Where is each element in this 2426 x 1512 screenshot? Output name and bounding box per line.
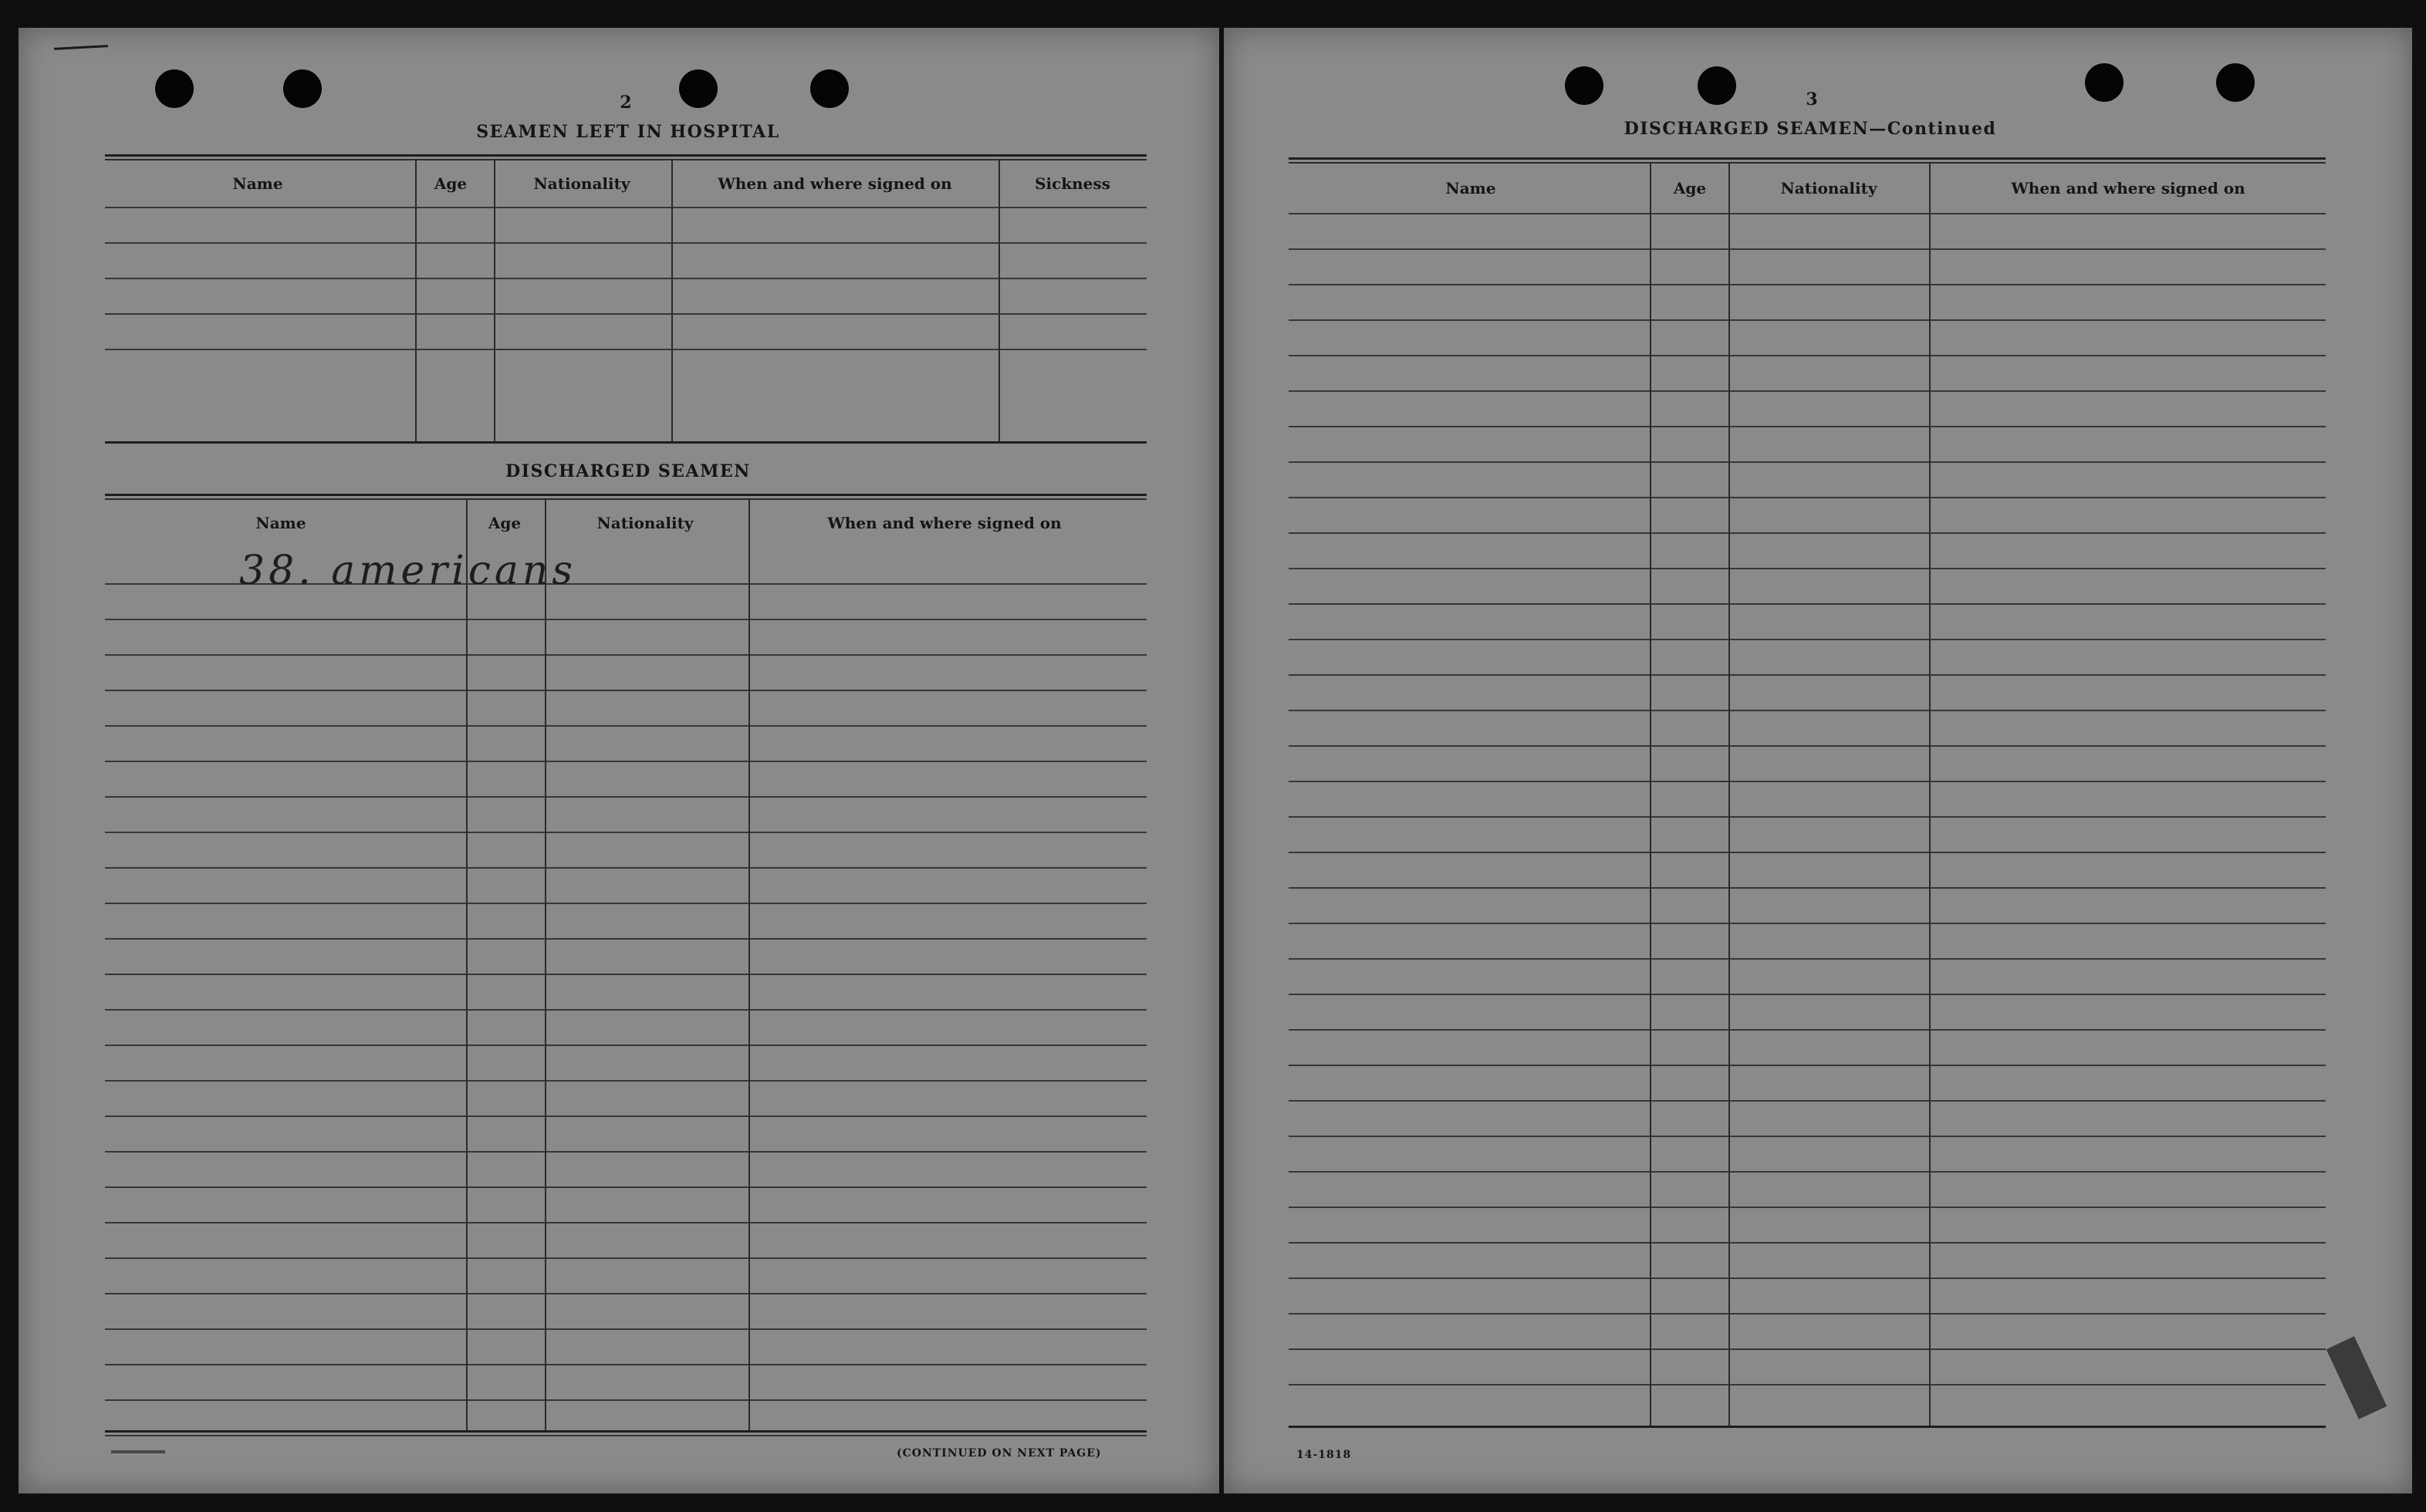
row-rule [105,1186,1147,1188]
column-divider [466,500,468,1430]
row-rule [105,1080,1147,1082]
row-rule [1289,497,2326,498]
row-rule [105,1399,1147,1401]
continued-note: (CONTINUED ON NEXT PAGE) [897,1447,1102,1460]
row-rule [105,207,1147,208]
row-rule [1289,213,2326,214]
row-rule [1289,745,2326,747]
row-rule [1289,1029,2326,1031]
row-rule [1289,426,2326,427]
row-rule [105,313,1147,315]
row-rule [105,832,1147,833]
row-rule [105,1222,1147,1223]
row-rule [105,349,1147,350]
row-rule [1289,1100,2326,1102]
column-header: Age [434,174,468,193]
column-divider [1929,164,1931,1426]
row-rule [105,1009,1147,1011]
punch-hole [283,69,322,108]
page-number: 3 [1806,89,1818,110]
column-divider [494,160,495,441]
row-rule [1289,958,2326,960]
row-rule [1289,887,2326,889]
row-rule [1289,532,2326,534]
column-header: Sickness [1035,174,1110,193]
column-header: Name [1445,179,1496,197]
row-rule [1289,568,2326,569]
row-rule [105,1045,1147,1046]
row-rule [105,1328,1147,1330]
row-rule [1289,1348,2326,1350]
column-divider [671,160,673,441]
row-rule [105,278,1147,279]
row-rule [1289,1171,2326,1173]
row-rule [105,1435,1147,1436]
row-rule [105,1115,1147,1117]
column-header: Nationality [533,174,630,193]
row-rule [105,974,1147,975]
punch-hole [2216,63,2255,102]
punch-hole [155,69,194,108]
row-rule [1289,852,2326,853]
table-border [105,494,1147,496]
table-border [105,498,1147,500]
row-rule [1289,994,2326,995]
column-header: When and where signed on [718,174,952,193]
row-rule [1289,1207,2326,1208]
row-rule [1289,639,2326,640]
torn-corner [2326,1336,2387,1419]
discharged-continued-title-text: DISCHARGED SEAMEN—Continued [1624,119,1997,139]
column-header: When and where signed on [2011,179,2245,197]
column-header: Nationality [1780,179,1877,197]
punch-hole [679,69,718,108]
handwritten-entry: 38. americans [239,548,577,594]
page-number: 2 [620,93,632,113]
column-header: Name [255,514,306,532]
row-rule [1289,390,2326,392]
row-rule [105,242,1147,244]
punch-hole [1698,66,1736,105]
row-rule [105,725,1147,727]
row-rule [1289,248,2326,250]
row-rule [105,1293,1147,1294]
row-rule [1289,1136,2326,1137]
column-divider [415,160,417,441]
punch-hole [2085,63,2124,102]
column-divider [998,160,1000,441]
row-rule [1289,603,2326,605]
pencil-mark [54,45,108,50]
form-number-smudge [111,1450,165,1453]
row-rule [105,761,1147,762]
row-rule [1289,710,2326,711]
table-border [1289,157,2326,160]
row-rule [1289,319,2326,321]
table-border [1289,1426,2326,1428]
column-header: Age [488,514,522,532]
row-rule [1289,1242,2326,1244]
discharged-section-title: DISCHARGED SEAMEN [505,461,751,481]
table-border [105,441,1147,444]
column-header: Age [1673,179,1707,197]
row-rule [105,867,1147,869]
row-rule [1289,1065,2326,1066]
row-rule [105,690,1147,691]
row-rule [105,938,1147,940]
table-border [1289,162,2326,164]
row-rule [105,1151,1147,1153]
form-number: 14-1818 [1296,1449,1352,1461]
punch-hole [810,69,849,108]
column-divider [1728,164,1730,1426]
row-rule [1289,284,2326,285]
row-rule [105,619,1147,620]
row-rule [1289,1313,2326,1315]
row-rule [1289,816,2326,818]
discharged-continued-title [1624,119,1997,139]
table-border [105,154,1147,157]
row-rule [1289,1277,2326,1279]
column-divider [1650,164,1651,1426]
row-rule [105,654,1147,656]
punch-hole [1565,66,1603,105]
row-rule [1289,461,2326,463]
column-header: Name [232,174,283,193]
row-rule [1289,781,2326,782]
column-divider [545,500,546,1430]
row-rule [105,903,1147,904]
right-page [1224,28,2412,1493]
column-header: Nationality [596,514,694,532]
row-rule [105,1257,1147,1259]
table-border [105,1430,1147,1433]
column-header: When and where signed on [827,514,1062,532]
row-rule [1289,923,2326,924]
table-border [105,159,1147,160]
left-page [19,28,1219,1493]
column-divider [748,500,750,1430]
row-rule [1289,355,2326,356]
hospital-section-title: SEAMEN LEFT IN HOSPITAL [476,122,780,142]
row-rule [105,1364,1147,1365]
row-rule [1289,674,2326,676]
row-rule [1289,1384,2326,1385]
row-rule [105,796,1147,798]
